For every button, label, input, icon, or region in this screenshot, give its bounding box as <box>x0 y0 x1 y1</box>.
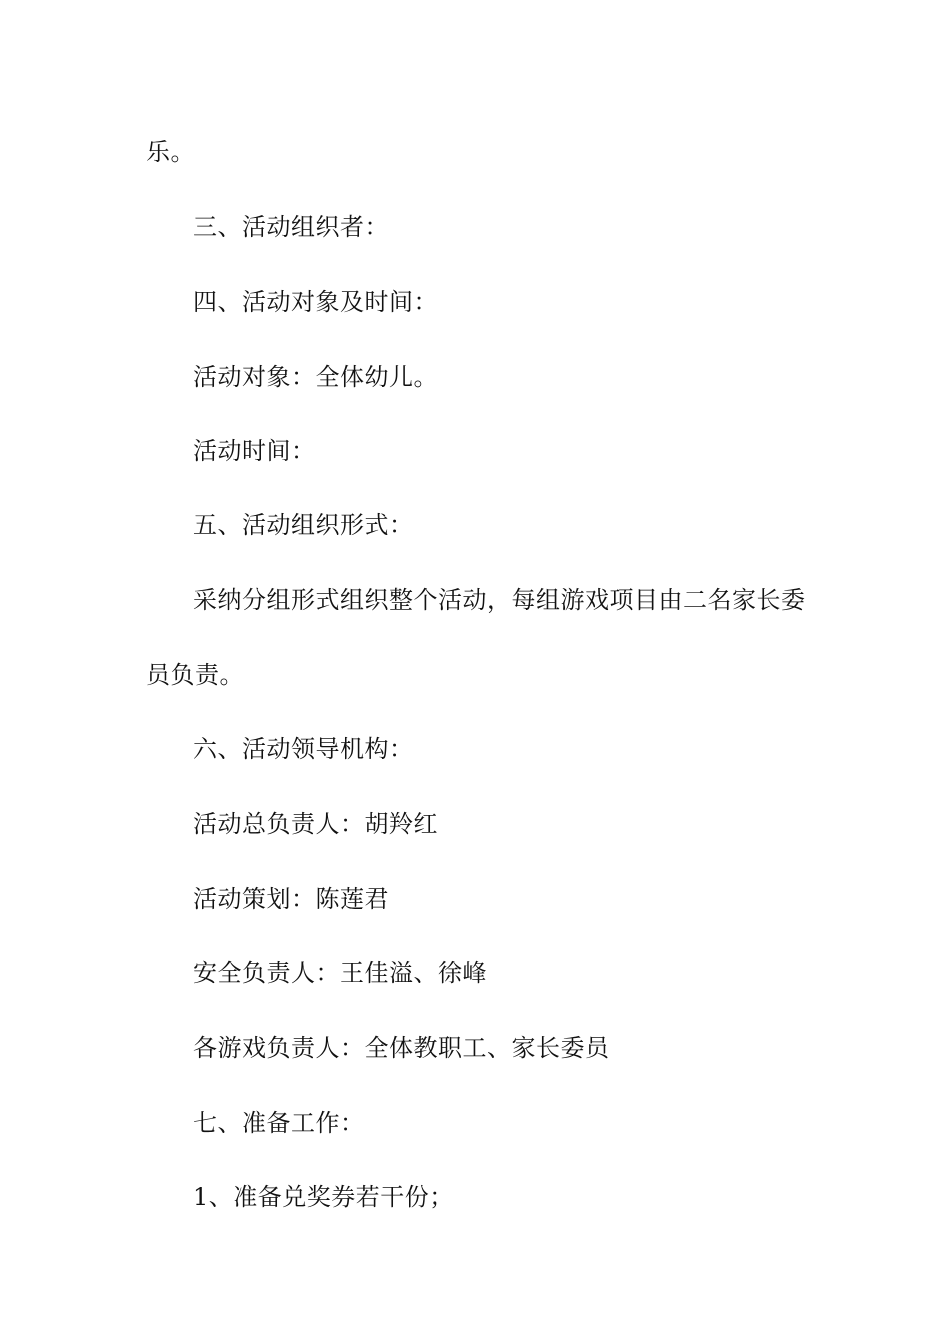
text-line-form-continuation: 员负责。 <box>146 661 244 689</box>
text-line-planner: 活动策划：陈莲君 <box>193 885 389 913</box>
text-line-continuation: 乐。 <box>146 138 195 166</box>
text-line-form: 采纳分组形式组织整个活动，每组游戏项目由二名家长委 <box>193 586 806 614</box>
text-line-time: 活动时间： <box>193 437 316 465</box>
section-heading-preparation: 七、准备工作： <box>193 1109 365 1137</box>
section-heading-organizer: 三、活动组织者： <box>193 213 389 241</box>
section-heading-leadership: 六、活动领导机构： <box>193 735 414 763</box>
section-heading-target-time: 四、活动对象及时间： <box>193 288 438 316</box>
text-line-game-leads: 各游戏负责人：全体教职工、家长委员 <box>193 1034 610 1062</box>
text-line-target: 活动对象：全体幼儿。 <box>193 363 438 391</box>
text-line-safety-lead: 安全负责人：王佳溢、徐峰 <box>193 959 487 987</box>
text-line-general-lead: 活动总负责人：胡羚红 <box>193 810 438 838</box>
text-line-prep-item-1: 1、准备兑奖券若干份； <box>193 1183 454 1211</box>
section-heading-form: 五、活动组织形式： <box>193 511 414 539</box>
